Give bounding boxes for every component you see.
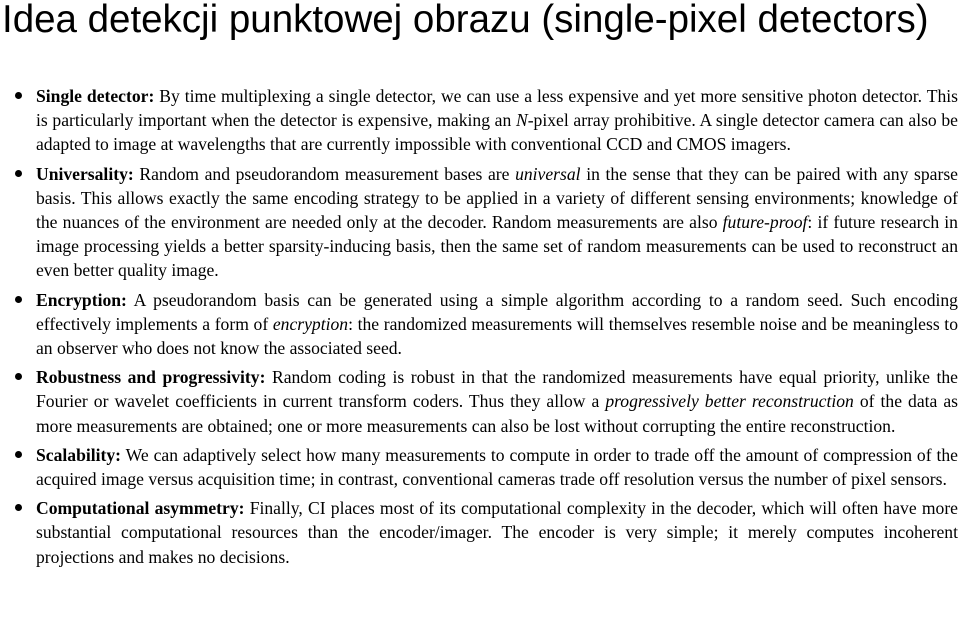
bullet-text: -pixel array prohibitive. A single detector camera can also be adapted to image at wavelengths that are currently impossible with conventional CCD and CMOS imagers. (36, 110, 958, 155)
bullet-emphasis: future-proof (722, 212, 808, 233)
bullet-text: A pseudorandom basis can be generated using a simple algorithm according to a random seed. Such encoding effectively implements a form of (36, 289, 958, 334)
bullet-text: By time multiplexing a single detector, we can use a less expensive and yet more sensitive photon detector. This is particularly important when the detector is expensive, making an (36, 86, 958, 131)
bullet-item-scalability (36, 443, 958, 491)
bullet-text: : if future research in image processing yields a better sparsity-inducing basis, then the same set of random measurements can be used to reconstruct an even better quality image. (36, 212, 958, 281)
bullet-emphasis: universal (515, 163, 581, 184)
bullet-item-single-detector (36, 84, 958, 157)
bullet-dot (15, 170, 22, 177)
bullet-text: Random coding is robust in that the randomized measurements have equal priority, unlike the Fourier or wavelet coefficients in current transform coders. Thus they allow a (36, 367, 958, 412)
bullet-label: Scalability: (36, 444, 122, 465)
bullet-label: Universality: (36, 163, 134, 184)
bullet-item-robustness (36, 365, 958, 438)
bullet-list (36, 84, 958, 574)
bullet-item-computational-asymmetry (36, 496, 958, 569)
bullet-text: of the data as more measurements are obtained; one or more measurements can also be lost without corrupting the entire reconstruction. (36, 391, 958, 436)
slide-title: Idea detekcji punktowej obrazu (single-pixel detectors) (2, 0, 929, 41)
bullet-label: Computational asymmetry: (36, 498, 245, 519)
bullet-dot (15, 92, 22, 99)
bullet-emphasis: encryption (272, 313, 349, 334)
bullet-dot (15, 504, 22, 511)
bullet-label: Encryption: (36, 289, 127, 310)
bullet-text: in the sense that they can be paired with any sparse basis. This allows exactly the same encoding strategy to be applied in a variety of different sensing environments; knowledge of the nuances of the environment are needed only at the decoder. Random measurements are also (36, 163, 958, 233)
bullet-emphasis: N (515, 110, 528, 131)
bullet-emphasis: progressively better reconstruction (605, 391, 854, 412)
bullet-text: Random and pseudorandom measurement bases are (139, 163, 510, 184)
bullet-dot (15, 373, 22, 380)
bullet-label: Single detector: (36, 86, 155, 106)
bullet-dot (15, 296, 22, 303)
bullet-item-universality (36, 162, 958, 283)
bullet-dot (15, 451, 22, 458)
bullet-label: Robustness and progressivity: (36, 367, 266, 388)
bullet-text: : the randomized measurements will themselves resemble noise and be meaningless to an observer who does not know the associated seed. (36, 313, 958, 359)
bullet-item-encryption (36, 288, 958, 361)
bullet-text: Finally, CI places most of its computational complexity in the decoder, which will often have more substantial computational resources than the encoder/imager. The encoder is very simple; it merely computes incoherent projections and makes no decisions. (36, 498, 958, 567)
bullet-text: We can adaptively select how many measurements to compute in order to trade off the amount of compression of the acquired image versus acquisition time; in contrast, conventional cameras trade off resolution versus the number of pixel sensors. (36, 444, 958, 490)
